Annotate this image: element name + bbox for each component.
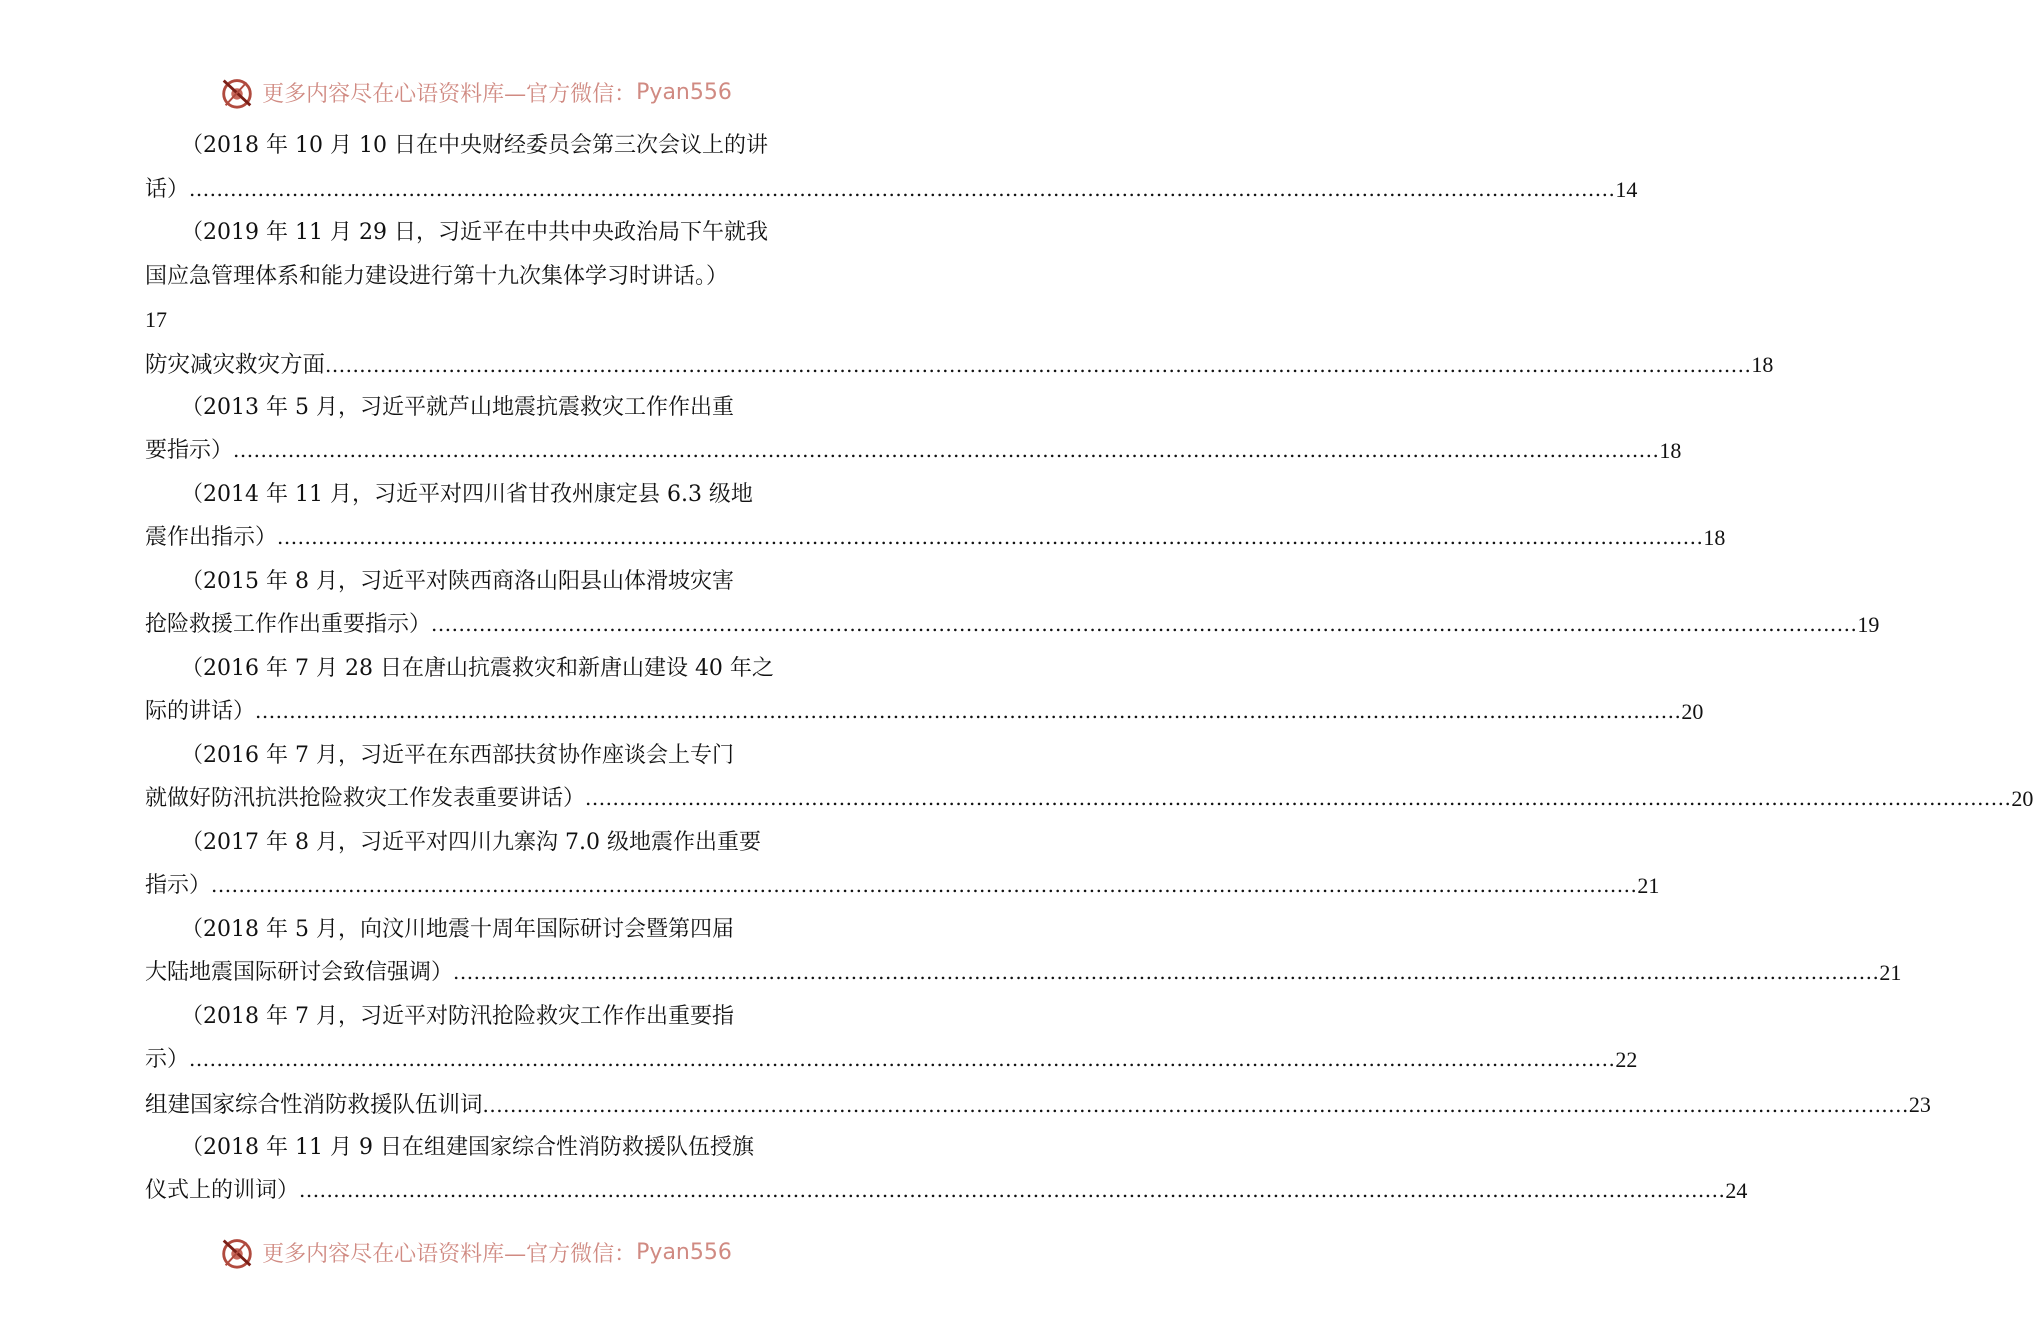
toc-entry-text: （2017 年 8 月，习近平对四川九寨沟 7.0 级地震作出重要 [181, 829, 761, 855]
page-number: 20 [1681, 699, 1704, 724]
toc-entry[interactable] [145, 386, 1682, 473]
toc-entry[interactable] [145, 734, 2033, 821]
wechat-id: Pyan556 [636, 1239, 732, 1265]
dot-leader: ................................................................................................................................................................................................................ [189, 176, 1616, 201]
toc-entry-text: 国应急管理体系和能力建设进行第十九次集体学习时讲话。） [145, 263, 729, 289]
toc-entry-text: （2018 年 10 月 10 日在中央财经委员会第三次会议上的讲 [181, 133, 768, 158]
toc-entry-line [145, 908, 820, 952]
toc-entry-text: （2018 年 7 月，习近平对防汛抢险救灾工作作出重要指 [181, 1003, 734, 1029]
page-number: 19 [1857, 612, 1880, 637]
toc-entry-line [145, 211, 820, 255]
toc-entry-text: 要指示） [145, 438, 234, 463]
toc-entry[interactable] [145, 647, 1704, 734]
toc-entry-text: （2016 年 7 月，习近平在东西部扶贫协作座谈会上专门 [181, 742, 734, 768]
dot-leader: ................................................................................................................................................................................................................ [482, 1092, 1909, 1117]
page-number: 21 [1879, 960, 1902, 985]
page-number: 24 [1725, 1178, 1748, 1203]
toc-entry-last-line [145, 690, 1704, 734]
toc-entry-line [145, 821, 820, 865]
page-number: 23 [1908, 1091, 1931, 1117]
dot-leader: ................................................................................................................................................................................................................ [233, 438, 1660, 462]
toc-entry-line [145, 473, 820, 517]
toc-entry-last-line [145, 603, 1880, 647]
toc-entry[interactable] [145, 908, 1902, 995]
page-number-line [145, 298, 820, 342]
dot-leader: ................................................................................................................................................................................................................ [431, 612, 1858, 636]
toc-entry-text: 指示） [145, 873, 212, 898]
toc-heading-title: 防灾减灾救灾方面 [145, 351, 326, 378]
toc-entry[interactable] [145, 1082, 1931, 1126]
toc-heading-title: 组建国家综合性消防救援队伍训词 [145, 1091, 483, 1118]
toc-entry-text: 话） [145, 176, 190, 202]
toc-entry[interactable] [145, 995, 1638, 1082]
dot-leader: ................................................................................................................................................................................................................ [299, 1178, 1726, 1202]
watermark-text: 更多内容尽在心语资料库—官方微信： [262, 1241, 637, 1267]
toc-heading[interactable] [145, 1082, 1931, 1126]
header-watermark [0, 72, 950, 112]
toc-entry-line [145, 1126, 820, 1170]
dot-leader: ................................................................................................................................................................................................................ [325, 352, 1752, 377]
dot-leader: ................................................................................................................................................................................................................ [453, 960, 1880, 984]
toc-entry-text: 就做好防汛抗洪抢险救灾工作发表重要讲话） [145, 786, 586, 811]
toc-entry-last-line [145, 1169, 1748, 1213]
toc-entry-line [145, 386, 820, 430]
toc-entry-text: （2013 年 5 月，习近平就芦山地震抗震救灾工作作出重 [181, 394, 734, 420]
toc-entry[interactable] [145, 124, 1638, 211]
logo-icon [218, 73, 256, 111]
toc-entry-text: 际的讲话） [145, 699, 256, 724]
watermark-text: 更多内容尽在心语资料库—官方微信： [262, 81, 637, 107]
dot-leader: ................................................................................................................................................................................................................ [211, 873, 1638, 897]
dot-leader: ................................................................................................................................................................................................................ [277, 525, 1704, 549]
toc-entry[interactable] [145, 211, 820, 342]
dot-leader: ................................................................................................................................................................................................................ [585, 786, 2012, 810]
page-number: 20 [2011, 786, 2033, 811]
toc-entry-line [145, 995, 820, 1039]
page-number: 18 [1703, 525, 1726, 550]
toc-entry-line [145, 560, 820, 604]
toc-entry-text: （2019 年 11 月 29 日，习近平在中共中央政治局下午就我 [181, 220, 768, 245]
toc-entry-text: 抢险救援工作作出重要指示） [145, 612, 432, 637]
toc-entry[interactable] [145, 821, 1660, 908]
toc-entry-line [145, 647, 820, 691]
toc-entry-line [145, 255, 820, 299]
toc-entry-last-line [145, 1038, 1638, 1082]
toc-entry-text: （2016 年 7 月 28 日在唐山抗震救灾和新唐山建设 40 年之 [181, 655, 774, 681]
toc-entry-text: （2015 年 8 月，习近平对陕西商洛山阳县山体滑坡灾害 [181, 568, 734, 594]
page-number: 18 [1659, 438, 1682, 463]
toc-entry-text: 示） [145, 1047, 190, 1072]
dot-leader: ................................................................................................................................................................................................................ [255, 699, 1682, 723]
toc-entry-text: 仪式上的训词） [145, 1178, 300, 1203]
toc-entry[interactable] [145, 1126, 1748, 1213]
page-number: 14 [1615, 176, 1638, 202]
toc-heading[interactable] [145, 342, 1774, 386]
toc-entry-last-line [145, 951, 1902, 995]
page-number: 21 [1637, 873, 1660, 898]
logo-icon [218, 1233, 256, 1271]
toc-entry-line [145, 734, 820, 778]
toc-entry-last-line [145, 516, 1726, 560]
page-number: 22 [1615, 1047, 1638, 1072]
toc-entry-text: 大陆地震国际研讨会致信强调） [145, 960, 454, 985]
wechat-id: Pyan556 [636, 79, 732, 105]
toc-entry-text: （2018 年 11 月 9 日在组建国家综合性消防救援队伍授旗 [181, 1134, 754, 1160]
page-number: 18 [1751, 351, 1774, 377]
toc-entry[interactable] [145, 473, 1726, 560]
dot-leader: ................................................................................................................................................................................................................ [189, 1047, 1616, 1071]
footer-watermark [0, 1232, 950, 1272]
toc-entry[interactable] [145, 560, 1880, 647]
toc-entry-last-line [145, 864, 1660, 908]
toc-entry[interactable] [145, 342, 1774, 386]
toc-entry-text: （2014 年 11 月，习近平对四川省甘孜州康定县 6.3 级地 [181, 481, 753, 507]
toc-entry-line [145, 124, 820, 168]
toc-entry-last-line [145, 429, 1682, 473]
table-of-contents [145, 124, 2033, 1213]
toc-entry-text: （2018 年 5 月，向汶川地震十周年国际研讨会暨第四届 [181, 916, 734, 942]
toc-entry-last-line [145, 777, 2033, 821]
toc-entry-last-line [145, 168, 1638, 212]
toc-entry-text: 震作出指示） [145, 525, 278, 550]
page-number: 17 [145, 307, 167, 332]
